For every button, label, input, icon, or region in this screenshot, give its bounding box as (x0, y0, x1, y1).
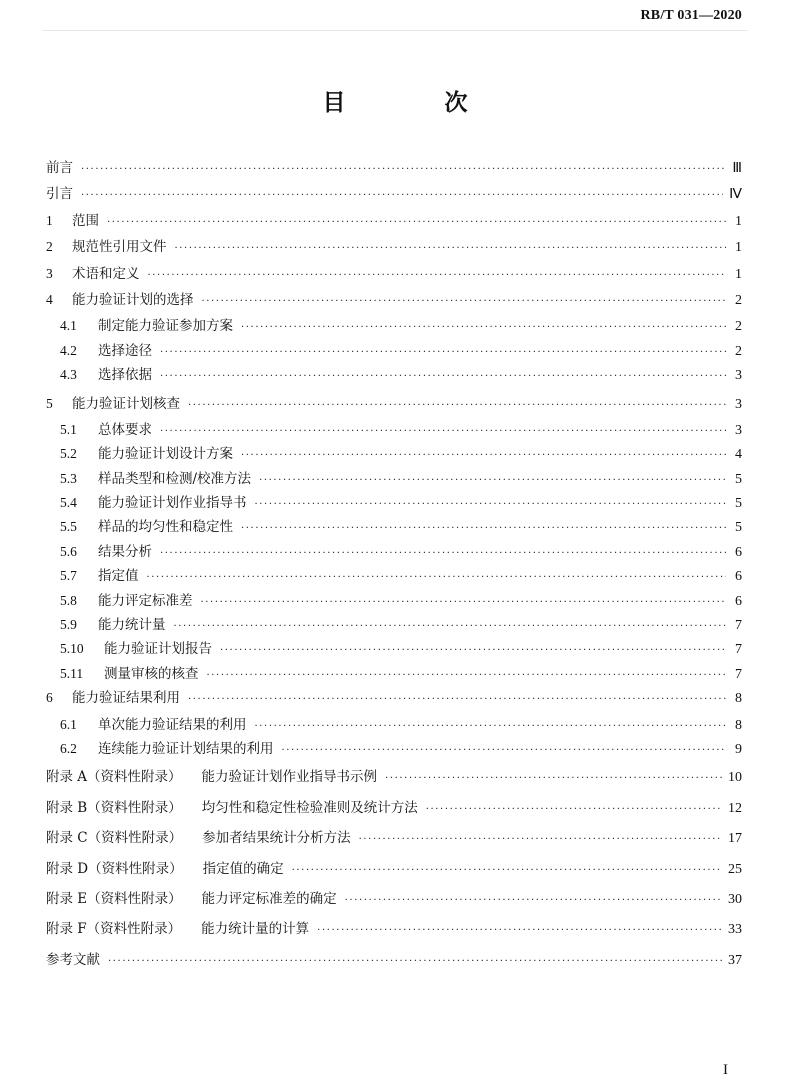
toc-entry-3[interactable] (46, 266, 742, 292)
toc-entry-label: 能力验证计划作业指导书 (98, 495, 247, 512)
toc-title: 目 次 (322, 90, 506, 116)
toc-entry-number: 6 (46, 690, 53, 706)
toc-dot-leader (201, 595, 727, 611)
toc-entry-label: 单次能力验证结果的利用 (98, 716, 247, 733)
toc-entry-label: 选择途径 (98, 342, 152, 359)
toc-dot-leader (147, 570, 727, 586)
toc-dot-leader (81, 162, 726, 178)
toc-entry-label: 规范性引用文件 (72, 239, 167, 256)
toc-entry-references[interactable] (46, 952, 742, 978)
toc-entry-label: 能力验证计划核查 (72, 395, 180, 412)
toc-dot-leader (255, 497, 727, 513)
toc-entry-label: 选择依据 (98, 367, 152, 384)
toc-dot-leader (317, 923, 722, 939)
toc-entry-6-1[interactable] (46, 717, 742, 741)
toc-entry-label: 参考文献 (46, 951, 100, 968)
toc-entry-number: 4 (46, 291, 53, 307)
toc-entry-number: 5.6 (60, 543, 77, 559)
toc-dot-leader (255, 719, 727, 735)
toc-entry-page: 6 (735, 544, 742, 560)
toc-entry-label: 前言 (46, 160, 73, 176)
toc-entry-label: 能力验证结果利用 (72, 690, 180, 707)
toc-entry-number: 5.3 (60, 470, 77, 486)
toc-entry-number: 4.3 (60, 367, 77, 383)
toc-entry-label: 样品类型和检测/校准方法 (98, 470, 252, 487)
toc-entry-5-4[interactable] (46, 495, 742, 519)
toc-entry-page: 5 (735, 520, 742, 536)
toc-entry-page: 8 (735, 691, 742, 707)
toc-entry-appendix-e[interactable] (46, 891, 742, 917)
toc-entry-4[interactable] (46, 292, 742, 318)
toc-entry-number: 5 (46, 395, 53, 411)
toc-entry-label: 能力评定标准差的确定 (201, 890, 337, 907)
toc-dot-leader (345, 893, 722, 909)
toc-dot-leader (81, 188, 723, 204)
toc-entry-appendix-c[interactable] (46, 830, 742, 856)
toc-dot-leader (220, 643, 726, 659)
document-code: RB/T 031—2020 (640, 8, 742, 23)
toc-entry-5-8[interactable] (46, 593, 742, 617)
toc-dot-leader (207, 668, 727, 684)
toc-entry-label: 样品的均匀性和稳定性 (98, 519, 233, 536)
toc-entry-5-1[interactable] (46, 422, 742, 446)
toc-entry-4-3[interactable] (46, 367, 742, 391)
toc-appendix-prefix: 附录 F（资料性附录） (46, 921, 182, 938)
toc-entry-page: 7 (735, 642, 742, 658)
page-number: I (723, 1062, 728, 1078)
toc-entry-number: 5.2 (60, 446, 77, 462)
toc-entry-label: 测量审核的核查 (104, 665, 199, 682)
toc-entry-label: 能力验证计划设计方案 (98, 446, 233, 463)
toc-entry-appendix-f[interactable] (46, 921, 742, 947)
toc-entry-label: 能力验证计划作业指导书示例 (201, 769, 378, 786)
toc-entry-page: 10 (728, 770, 742, 786)
toc-entry-page: 9 (735, 741, 742, 757)
toc-entry-number: 6.1 (60, 716, 77, 732)
toc-entry-5-9[interactable] (46, 617, 742, 641)
toc-entry-page: 7 (735, 618, 742, 634)
toc-entry-4-2[interactable] (46, 343, 742, 367)
toc-dot-leader (259, 473, 726, 489)
toc-entry-page: 3 (735, 396, 742, 412)
toc-entry-label: 均匀性和稳定性检验准则及统计方法 (201, 799, 418, 816)
toc-entry-page: 6 (735, 593, 742, 609)
toc-entry-label: 能力验证计划的选择 (72, 291, 194, 308)
toc-dot-leader (359, 832, 722, 848)
toc-entry-introduction[interactable] (46, 186, 742, 212)
toc-entry-number: 4.2 (60, 342, 77, 358)
toc-entry-label: 参加者结果统计分析方法 (202, 830, 351, 847)
toc-entry-page: 5 (735, 471, 742, 487)
header-divider (42, 30, 748, 31)
toc-entry-page: 37 (728, 952, 742, 968)
toc-entry-number: 5.5 (60, 519, 77, 535)
toc-entry-foreword[interactable] (46, 160, 742, 186)
toc-entry-appendix-d[interactable] (46, 861, 742, 887)
toc-entry-5-10[interactable] (46, 641, 742, 665)
toc-entry-page: 2 (735, 292, 742, 308)
toc-entry-page: 1 (735, 266, 742, 282)
toc-entry-appendix-b[interactable] (46, 800, 742, 826)
toc-entry-number: 5.10 (60, 641, 84, 657)
toc-appendix-prefix: 附录 E（资料性附录） (46, 890, 182, 907)
toc-dot-leader (107, 215, 726, 231)
toc-entry-4-1[interactable] (46, 318, 742, 342)
toc-entry-number: 5.8 (60, 592, 77, 608)
toc-entry-page: 2 (735, 343, 742, 359)
toc-entry-page: 2 (735, 319, 742, 335)
toc-dot-leader (108, 954, 722, 970)
toc-dot-leader (282, 743, 727, 759)
toc-dot-leader (160, 424, 726, 440)
toc-entry-5-7[interactable] (46, 568, 742, 592)
toc-entry-page: 1 (735, 213, 742, 229)
toc-entry-number: 5.9 (60, 617, 77, 633)
toc-dot-leader (241, 320, 726, 336)
toc-entry-number: 5.11 (60, 665, 84, 681)
toc-dot-leader (202, 294, 727, 310)
toc-dot-leader (385, 771, 722, 787)
toc-entry-label: 连续能力验证计划结果的利用 (98, 740, 274, 757)
toc-entry-number: 5.1 (60, 421, 77, 437)
toc-dot-leader (188, 692, 726, 708)
toc-entry-label: 引言 (46, 186, 73, 203)
toc-entry-number: 4.1 (60, 318, 77, 334)
toc-entry-label: 总体要求 (98, 421, 152, 438)
toc-entry-number: 5.7 (60, 568, 77, 584)
toc-entry-5-2[interactable] (46, 446, 742, 470)
toc-entry-page: 5 (735, 496, 742, 512)
toc-dot-leader (174, 619, 727, 635)
toc-entry-number: 1 (46, 212, 53, 228)
toc-appendix-prefix: 附录 B（资料性附录） (46, 799, 182, 816)
toc-entry-6[interactable] (46, 690, 742, 716)
toc-entry-page: 30 (728, 891, 742, 907)
toc-entry-5-5[interactable] (46, 519, 742, 543)
toc-entry-label: 能力统计量的计算 (201, 921, 310, 938)
toc-entry-label: 范围 (72, 212, 99, 229)
toc-entry-page: 6 (735, 569, 742, 585)
toc-entry-label: 术语和定义 (72, 265, 140, 282)
toc-entry-6-2[interactable] (46, 741, 742, 765)
toc-dot-leader (241, 448, 726, 464)
toc-entry-2[interactable] (46, 239, 742, 265)
toc-dot-leader (188, 398, 726, 414)
toc-entry-label: 能力验证计划报告 (104, 641, 212, 658)
toc-dot-leader (160, 546, 726, 562)
toc-dot-leader (241, 521, 726, 537)
toc-entry-5[interactable] (46, 396, 742, 422)
toc-entry-appendix-a[interactable] (46, 769, 742, 795)
toc-appendix-prefix: 附录 D（资料性附录） (46, 860, 183, 877)
toc-entry-page: 4 (735, 447, 742, 463)
toc-entry-label: 能力统计量 (98, 617, 166, 634)
toc-appendix-prefix: 附录 C（资料性附录） (46, 830, 183, 847)
toc-entry-page: 7 (735, 666, 742, 682)
toc-entry-number: 5.4 (60, 495, 77, 511)
toc-entry-page: Ⅳ (729, 187, 742, 203)
toc-entry-5-11[interactable] (46, 666, 742, 690)
toc-entry-page: Ⅲ (732, 161, 742, 176)
table-of-contents (46, 160, 742, 978)
toc-dot-leader (426, 802, 722, 818)
toc-entry-page: 12 (728, 800, 742, 816)
toc-entry-1[interactable] (46, 213, 742, 239)
toc-dot-leader (148, 268, 727, 284)
toc-entry-number: 2 (46, 239, 53, 255)
toc-entry-page: 17 (728, 831, 742, 847)
toc-entry-5-3[interactable] (46, 471, 742, 495)
toc-dot-leader (292, 863, 722, 879)
toc-dot-leader (160, 345, 726, 361)
toc-dot-leader (160, 369, 726, 385)
toc-entry-page: 1 (735, 240, 742, 256)
toc-entry-page: 3 (735, 368, 742, 384)
toc-entry-label: 结果分析 (98, 543, 152, 560)
toc-entry-page: 33 (728, 922, 742, 938)
toc-entry-label: 能力评定标准差 (98, 592, 193, 609)
toc-dot-leader (175, 241, 727, 257)
toc-entry-page: 25 (728, 861, 742, 877)
toc-entry-page: 8 (735, 717, 742, 733)
toc-entry-label: 指定值 (98, 568, 139, 585)
toc-entry-label: 制定能力验证参加方案 (98, 318, 233, 335)
toc-entry-page: 3 (735, 422, 742, 438)
toc-entry-label: 指定值的确定 (202, 860, 284, 877)
toc-entry-number: 3 (46, 265, 53, 281)
toc-appendix-prefix: 附录 A（资料性附录） (46, 769, 182, 786)
toc-entry-number: 6.2 (60, 740, 77, 756)
toc-entry-5-6[interactable] (46, 544, 742, 568)
